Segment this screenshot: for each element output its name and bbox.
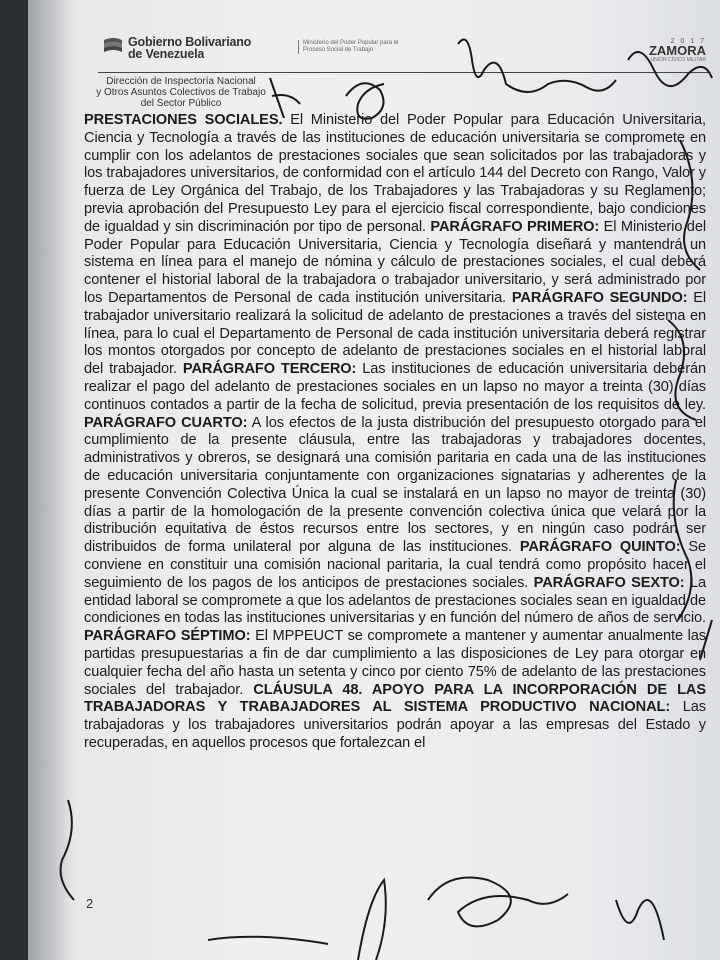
heading-paragrafo-septimo: PARÁGRAFO SÉPTIMO: (84, 628, 251, 645)
para-paragrafo-cuarto: A los efectos de la justa distribución del presupuesto otorgado para el cumplimiento de la presente cláusula, entre las trabajadoras y trabajadores docentes, administrativos y obreros, se designará una comisión paritaria en cada una de las instituciones de educación universitaria conjuntamente con organizaciones signatarias y adherentes de la presente Convención Colectiva Única la cual se instalará en un lapso no mayor de treinta (30) días a partir de la homologación de la presente convención colectiva única que velará por la distribución equitativa de éstos recursos entre los sectores, y en ningún caso podrán ser distribuidos de forma unilateral por alguna de las instituciones. (84, 414, 707, 556)
signature-margin-right (668, 140, 712, 660)
para-paragrafo-sexto: La entidad laboral se compromete a que los adelantos de prestaciones sociales sean en igualdad de condiciones en todas las instituciones universitarias y en función del número de años de servicio. (84, 574, 706, 627)
zamora-motto: UNIÓN CÍVICO MILITAR (650, 57, 706, 63)
heading-paragrafo-cuarto: PARÁGRAFO CUARTO: (84, 414, 248, 431)
signature-bottom (208, 878, 664, 960)
para-paragrafo-tercero: Las instituciones de educación universitaria deberán realizar el pago del adelanto de prestaciones sociales en un lapso no mayor a treinta (30) días continuos contados a partir de la fecha de solicitud, previa presentación de los requisitos de ley. (84, 361, 706, 413)
zamora-year: 2 0 1 7 (670, 38, 706, 45)
heading-prestaciones: PRESTACIONES SOCIALES. (84, 112, 283, 128)
dept-line-3: del Sector Público (140, 98, 222, 109)
signature-initials-top (270, 78, 384, 119)
page-number: 2 (86, 896, 94, 911)
gov-line-2: de Venezuela (128, 47, 205, 61)
dept-line-1: Dirección de Inspectoría Nacional (106, 76, 256, 87)
para-paragrafo-septimo: El MPPEUCT se compromete a mantener y aumentar anualmente las partidas presupuestarias a fin de dar cumplimiento a las disposiciones de Ley para otorgar en cualquier fecha del año hasta un setenta y cinco por ciento 75% de adelanto de las prestaciones sociales del trabajador. (84, 628, 706, 698)
para-paragrafo-segundo: El trabajador universitario realizará la solicitud de adelanto de prestaciones a través del sistema en línea, para lo cual el Departamento de Personal de cada institución universitaria deberá registrar los montos otorgados por concepto de adelanto de prestaciones sociales en el historial laboral del trabajador. (84, 289, 706, 378)
document-page (28, 0, 720, 960)
heading-paragrafo-quinto: PARÁGRAFO QUINTO: (512, 539, 681, 556)
heading-paragrafo-segundo: PARÁGRAFO SEGUNDO: (506, 289, 688, 306)
dept-line-2: y Otros Asuntos Colectivos de Trabajo (96, 87, 266, 98)
heading-paragrafo-primero: PARÁGRAFO PRIMERO: (425, 218, 600, 235)
zamora-name: ZAMORA (648, 43, 706, 58)
handwritten-signatures (28, 0, 720, 960)
para-paragrafo-quinto: Se conviene en constituir una comisión nacional paritaria, la cual tendrá como propósito hacer el seguimiento de los pagos de los anticipos de prestaciones sociales. (84, 539, 706, 591)
signature-scribble-header (458, 40, 712, 92)
heading-paragrafo-tercero: PARÁGRAFO TERCERO: (176, 361, 357, 378)
heading-paragrafo-sexto: PARÁGRAFO SEXTO: (528, 574, 685, 591)
para-prestaciones: El Ministerio del Poder Popular para Educación Universitaria, Ciencia y Tecnología a través de las instituciones de educación universitaria se compromete en cumplir con los adelantos de prestaciones sociales que sean solicitados por las trabajadoras y los trabajadores universitarios, de conformidad con el artículo 144 del Decreto con Rango, Valor y fuerza de Ley Orgánica del Trabajo, de los Trabajadores y las Trabajadoras y su Reglamento; previa aprobación del Presupuesto Ley para el ejercicio fiscal correspondiente, bajo condiciones de igualdad y sin discriminación por tipo de personal. (84, 112, 706, 235)
heading-clausula-48: CLÁUSULA 48. APOYO PARA LA INCORPORACIÓN DE LAS TRABAJADORAS Y TRABAJADORES AL SISTEMA PRODUCTIVO NACIONAL: (84, 681, 706, 716)
para-paragrafo-primero: El Ministerio del Poder Popular para Educación Universitaria, Ciencia y Tecnología diseñará y mantendrá un sistema en línea para el manejo de nómina y cálculo de prestaciones sociales, el cual deberá contener el historial laboral de la trabajadora o trabajador universitario, y será administrado por los Departamentos de Personal de cada institución universitaria. (84, 218, 706, 306)
signature-margin-left (61, 800, 75, 900)
para-clausula-48: Las trabajadoras y los trabajadores universitarios podrán apoyar a las empresas del Estado y recuperadas, en aquellos procesos que fortalezcan el (84, 699, 706, 751)
ministry-name: Ministerio del Poder Popular para el Proceso Social de Trabajo (298, 40, 413, 54)
gov-line-1: Gobierno Bolivariano (128, 35, 252, 49)
